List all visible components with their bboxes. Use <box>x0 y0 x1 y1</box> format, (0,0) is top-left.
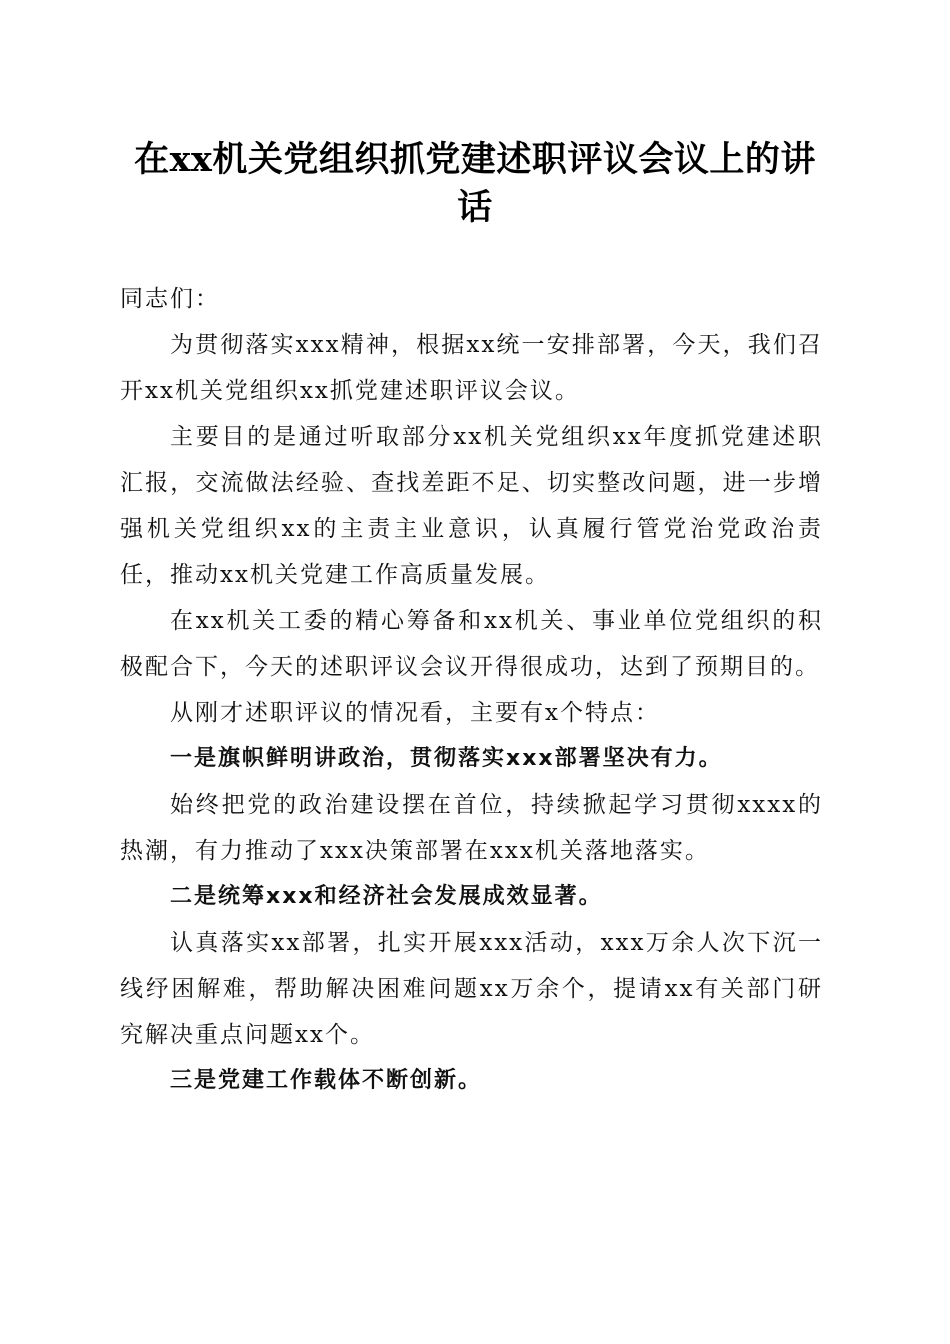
heading-point-one: 一是旗帜鲜明讲政治，贯彻落实xxx部署坚决有力。 <box>170 746 723 771</box>
paragraph-point-one-detail: 始终把党的政治建设摆在首位，持续掀起学习贯彻xxxx的热潮，有力推动了xxx决策部署在xxx机关落地落实。 <box>120 792 823 864</box>
salutation: 同志们： <box>120 286 220 312</box>
paragraph-main-objective: 主要目的是通过听取部分xx机关党组织xx年度抓党建述职汇报，交流做法经验、查找差距不足、切实整改问题，进一步增强机关党组织xx的主责主业意识，认真履行管党治党政治责任，推动xx机关党建工作高质量发展。 <box>120 424 823 588</box>
paragraph-point-two-detail: 认真落实xx部署，扎实开展xxx活动，xxx万余人次下沉一线纾困解难，帮助解决困难问题xx万余个，提请xx有关部门研究解决重点问题xx个。 <box>120 930 823 1048</box>
paragraph-features-intro: 从刚才述职评议的情况看，主要有x个特点： <box>170 700 660 726</box>
document-body <box>120 276 823 1104</box>
paragraph-meeting-success: 在xx机关工委的精心筹备和xx机关、事业单位党组织的积极配合下，今天的述职评议会议开得很成功，达到了预期目的。 <box>120 608 823 680</box>
heading-point-three: 三是党建工作载体不断创新。 <box>170 1068 483 1093</box>
paragraph-purpose-intro: 为贯彻落实xxx精神，根据xx统一安排部署，今天，我们召开xx机关党组织xx抓党建述职评议会议。 <box>120 332 823 404</box>
document-title: 在xx机关党组织抓党建述职评议会议上的讲话 <box>134 139 816 228</box>
heading-point-two: 二是统筹xxx和经济社会发展成效显著。 <box>170 884 603 909</box>
